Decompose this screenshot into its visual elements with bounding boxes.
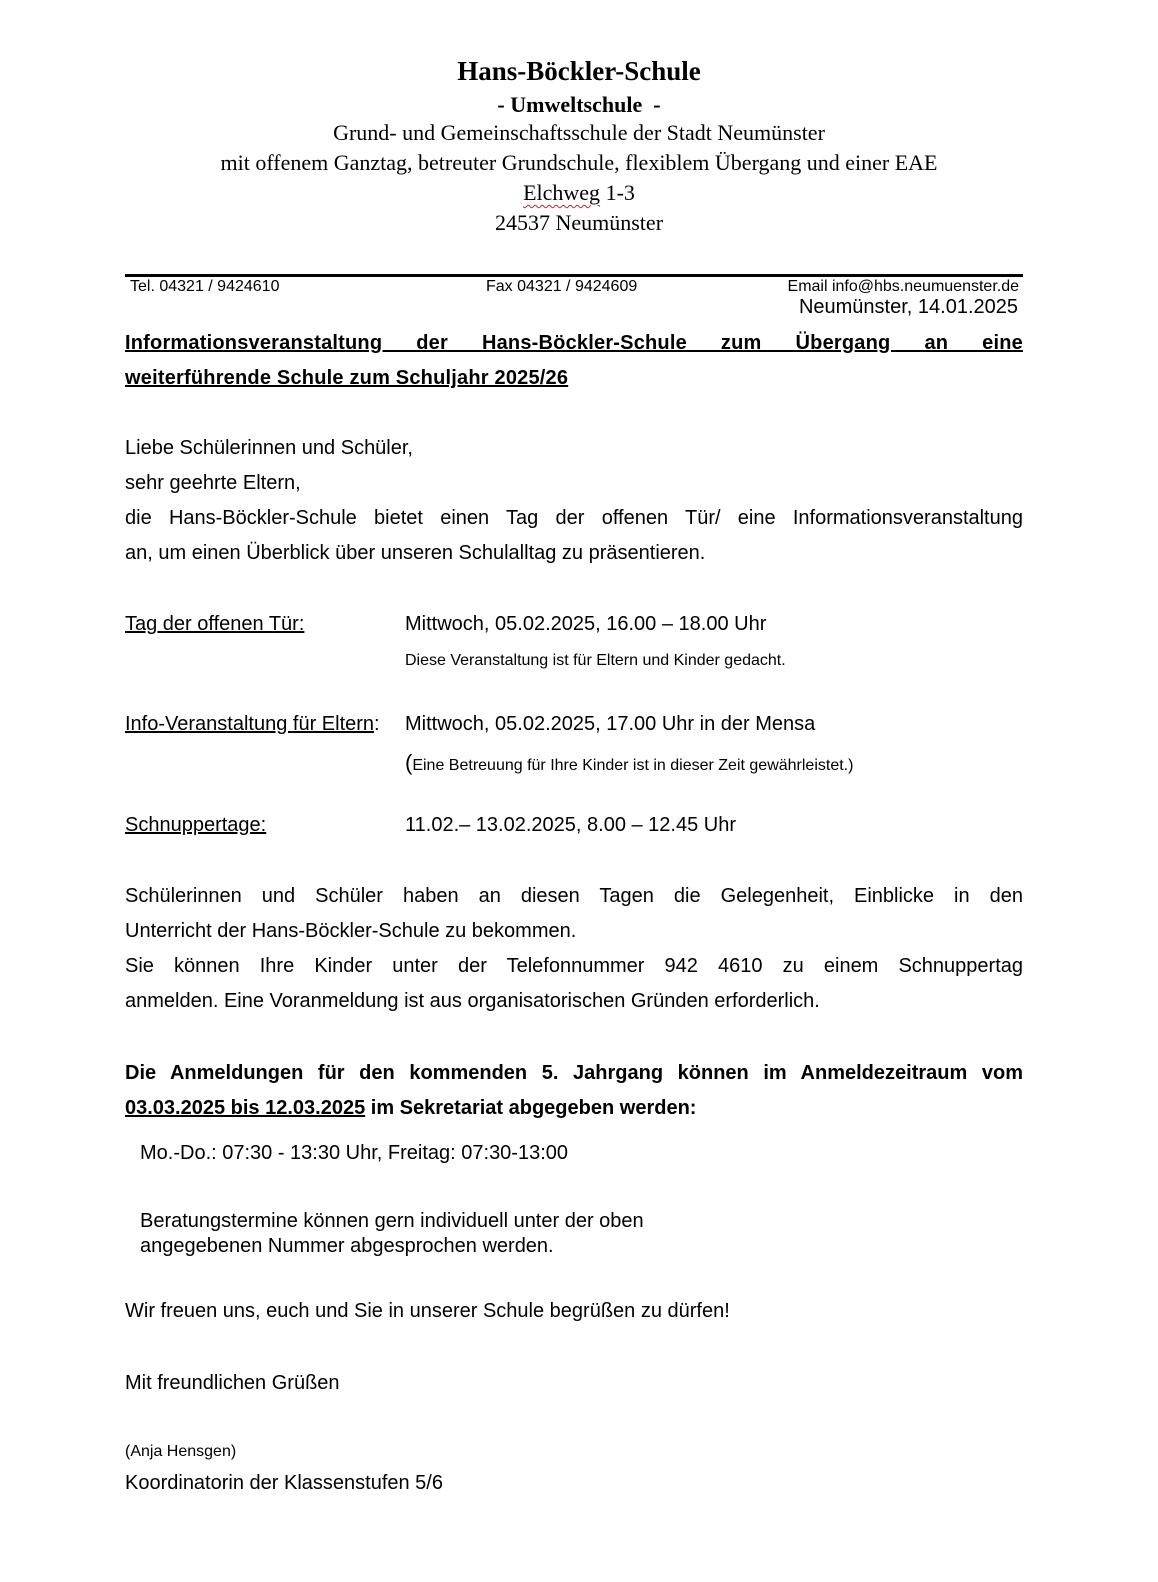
welcome-text: Wir freuen uns, euch und Sie in unserer Schule begrüßen zu dürfen! [125,1300,730,1322]
trial-days-value: 11.02.– 13.02.2025, 8.00 – 12.45 Uhr [405,814,737,836]
registration-line1: Die Anmeldungen für den kommenden 5. Jahrgang können im Anmeldezeitraum vom [125,1062,1023,1084]
trial-days-label: Schnuppertage: [125,814,267,836]
info-event-label-wrap [125,713,380,736]
contact-email: Email info@hbs.neumuenster.de [787,278,1019,295]
signer-role: Koordinatorin der Klassenstufen 5/6 [125,1472,443,1494]
trial-info-line1: Schülerinnen und Schüler haben an diesen Tagen die Gelegenheit, Einblicke in den [125,885,1023,907]
advice-line1: Beratungstermine können gern individuell unter der oben [140,1210,644,1232]
trial-info-paragraph [125,879,1023,1019]
info-event-paren: ( [405,750,413,775]
registration-line2 [125,1091,1023,1126]
trial-info-line4: anmelden. Eine Voranmeldung ist aus organisatorischen Gründen erforderlich. [125,990,820,1012]
school-address-street [0,180,1158,206]
intro-line1: die Hans-Böckler-Schule bietet einen Tag der offenen Tür/ eine Informationsveranstaltung [125,507,1023,529]
registration-line2-rest: im Sekretariat abgegeben werden: [365,1097,697,1119]
contact-phone: Tel. 04321 / 9424610 [130,278,280,295]
greeting-block [125,431,1023,571]
contact-fax: Fax 04321 / 9424609 [486,278,638,295]
office-hours: Mo.-Do.: 07:30 - 13:30 Uhr, Freitag: 07:30-13:00 [140,1142,569,1164]
open-day-label: Tag der offenen Tür: [125,613,305,635]
school-features: mit offenem Ganztag, betreuter Grundschule, flexiblem Übergang und einer EAE [220,150,938,175]
advice-line2: angegebenen Nummer abgesprochen werden. [140,1235,554,1257]
school-subtitle: - Umweltschule - [497,92,661,117]
greeting-students: Liebe Schülerinnen und Schüler, [125,437,413,459]
street-number: 1-3 [600,180,635,205]
info-event-value: Mittwoch, 05.02.2025, 17.00 Uhr in der Mensa [405,713,816,735]
letter-title-line2: weiterführende Schule zum Schuljahr 2025/26 [125,367,569,389]
letter-title [125,326,1023,396]
school-type: Grund- und Gemeinschaftsschule der Stadt Neumünster [333,120,825,145]
signer-name: (Anja Hensgen) [125,1443,237,1460]
info-event-colon: : [374,713,380,735]
info-event-note-text: Eine Betreuung für Ihre Kinder ist in dieser Zeit gewährleistet.) [412,757,854,774]
school-name: Hans-Böckler-Schule [457,56,701,86]
open-day-value: Mittwoch, 05.02.2025, 16.00 – 18.00 Uhr [405,613,767,635]
info-event-label: Info-Veranstaltung für Eltern [125,713,375,735]
registration-period: 03.03.2025 bis 12.03.2025 [125,1097,366,1119]
intro-line2: an, um einen Überblick über unseren Schulalltag zu präsentieren. [125,542,706,564]
greeting-parents: sehr geehrte Eltern, [125,472,301,494]
trial-info-line2: Unterricht der Hans-Böckler-Schule zu bekommen. [125,920,577,942]
open-day-note: Diese Veranstaltung ist für Eltern und Kinder gedacht. [405,652,786,669]
info-event-note [405,750,853,776]
registration-paragraph [125,1056,1023,1126]
street-name: Elchweg [523,180,601,205]
regards-text: Mit freundlichen Grüßen [125,1372,340,1394]
trial-info-line3: Sie können Ihre Kinder unter der Telefonnummer 942 4610 zu einem Schnuppertag [125,955,1023,977]
header-divider [125,274,1023,277]
school-address-city: 24537 Neumünster [494,210,664,235]
letter-date: Neumünster, 14.01.2025 [798,296,1018,318]
letter-title-line1: Informationsveranstaltung der Hans-Böckler-Schule zum Übergang an eine [125,332,1023,354]
